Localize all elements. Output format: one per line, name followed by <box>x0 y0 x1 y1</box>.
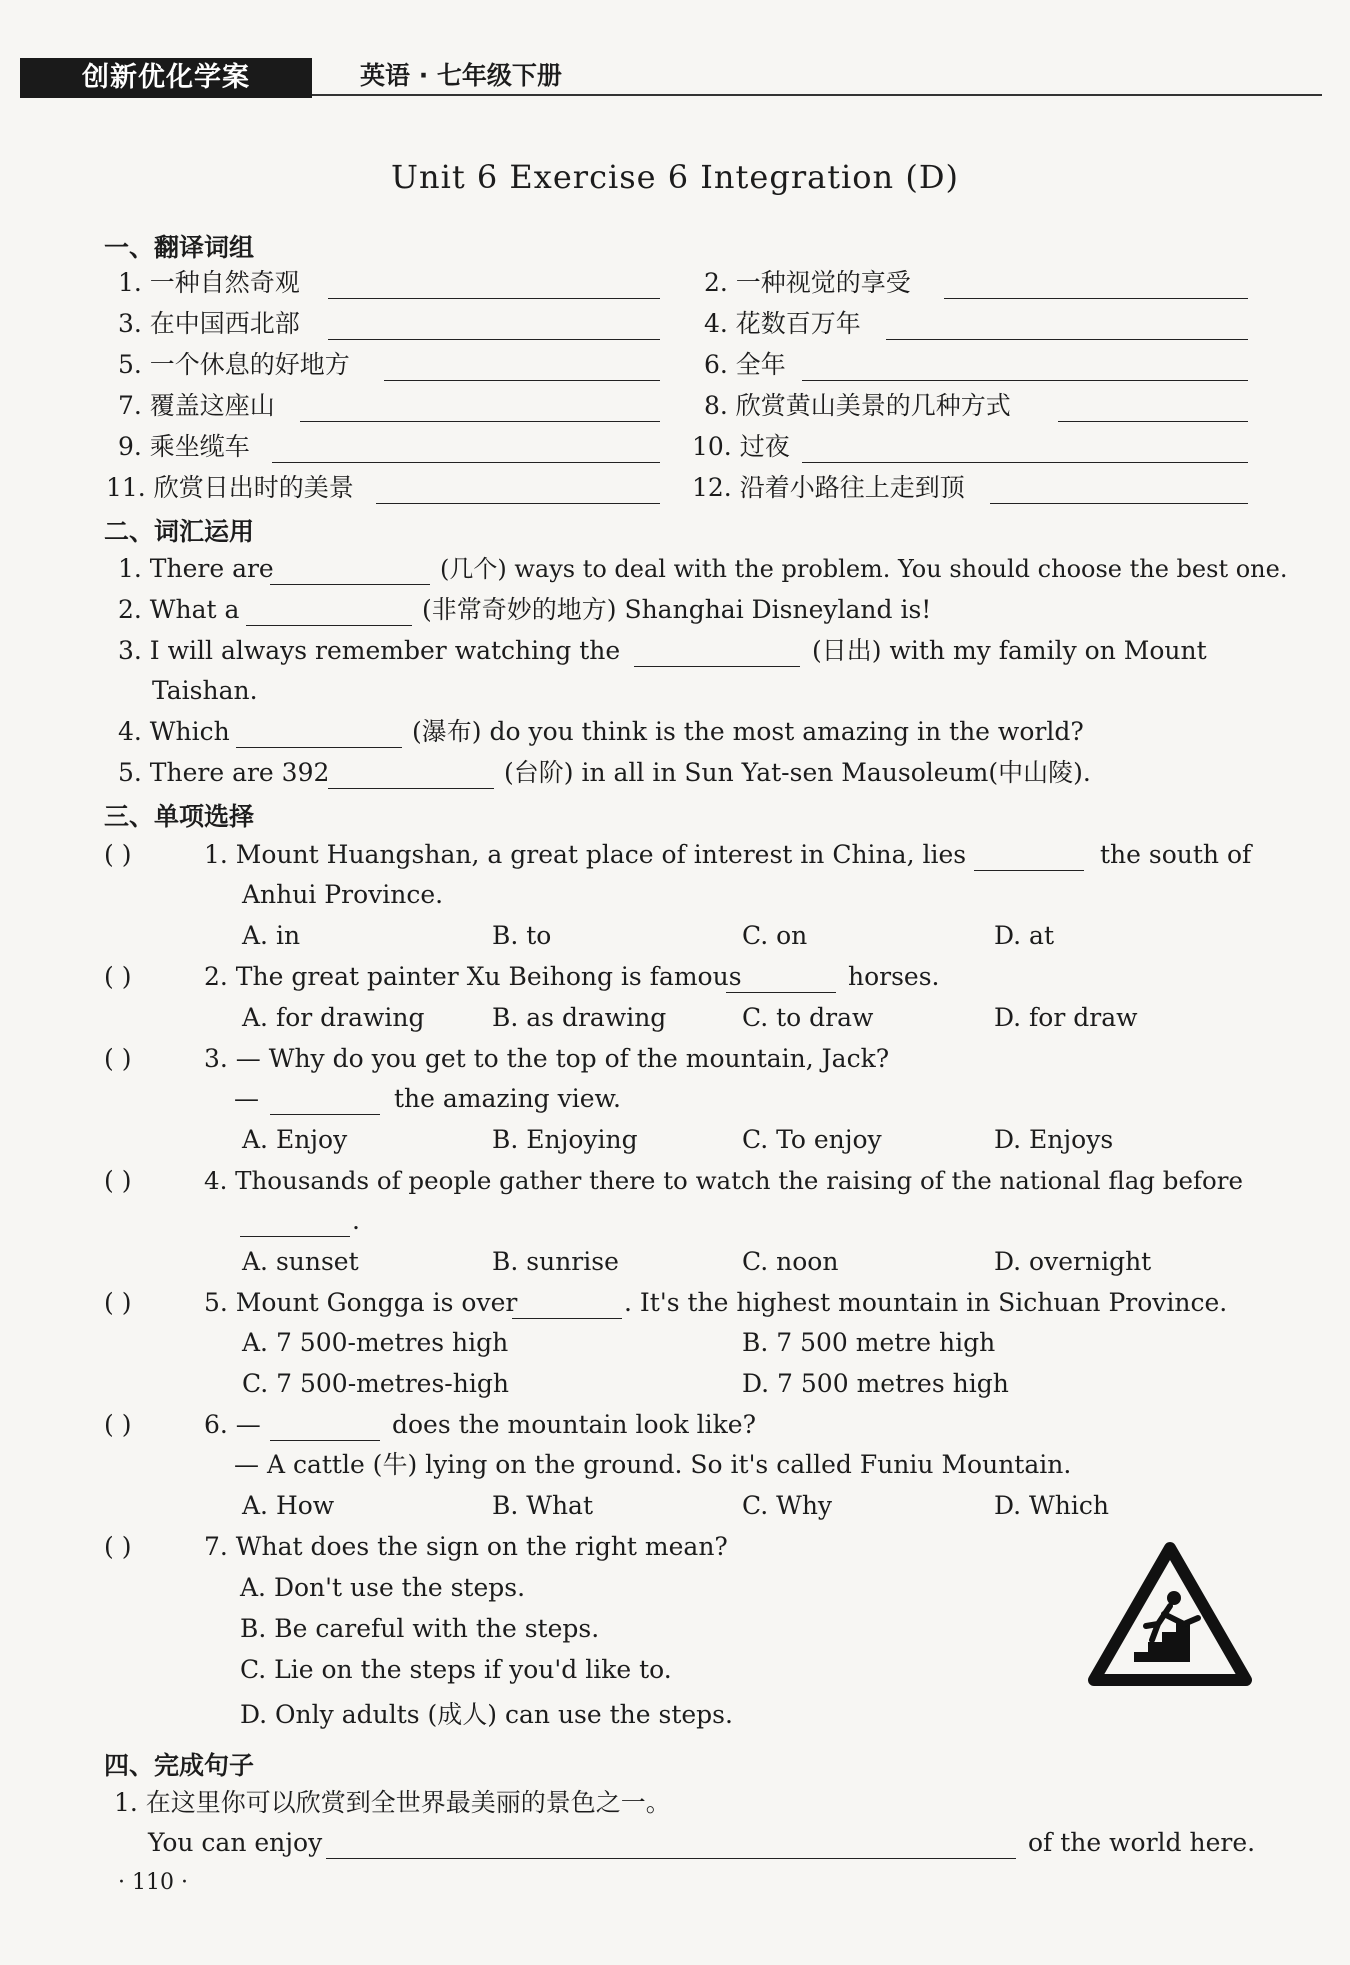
vocab-2-end: (非常奇妙的地方) Shanghai Disneyland is! <box>422 595 932 624</box>
section-1-title: 一、翻译词组 <box>104 233 255 262</box>
mc-3-option-b[interactable]: B. Enjoying <box>492 1125 638 1154</box>
mc-7-option-b[interactable]: B. Be careful with the steps. <box>240 1614 600 1643</box>
vocab-3-end: (日出) with my family on Mount <box>812 636 1207 665</box>
vocab-3-continued: Taishan. <box>152 676 258 705</box>
vocab-1-end: (几个) ways to deal with the problem. You should choose the best one. <box>440 555 1288 583</box>
mc-1-option-d[interactable]: D. at <box>994 921 1054 950</box>
mc-3-option-a[interactable]: A. Enjoy <box>242 1125 348 1154</box>
phrase-9: 9. 乘坐缆车 <box>118 432 250 461</box>
mc-blank-1[interactable] <box>974 870 1084 871</box>
section-4-title: 四、完成句子 <box>104 1751 255 1780</box>
answer-blank-2[interactable] <box>944 298 1248 299</box>
mc-5-option-b[interactable]: B. 7 500 metre high <box>742 1328 996 1357</box>
mc-blank-5[interactable] <box>512 1318 622 1319</box>
mc-3-option-c[interactable]: C. To enjoy <box>742 1125 882 1154</box>
sentence-1-start: You can enjoy <box>148 1828 323 1857</box>
mc-3-option-d[interactable]: D. Enjoys <box>994 1125 1114 1154</box>
mc-4-period: . <box>352 1206 360 1235</box>
section-3-title: 三、单项选择 <box>104 802 255 831</box>
mc-3-stem: 3. — Why do you get to the top of the mountain, Jack? <box>204 1044 890 1073</box>
phrase-10: 10. 过夜 <box>692 432 790 461</box>
mc-4-option-a[interactable]: A. sunset <box>242 1247 359 1276</box>
sentence-1-end: of the world here. <box>1028 1828 1256 1857</box>
mc-6-option-c[interactable]: C. Why <box>742 1491 833 1520</box>
brand-logo: 创新优化学案 <box>20 58 312 98</box>
answer-blank-6[interactable] <box>802 380 1248 381</box>
phrase-3: 3. 在中国西北部 <box>118 309 300 338</box>
sentence-blank-1[interactable] <box>326 1858 1016 1859</box>
mc-1-option-c[interactable]: C. on <box>742 921 808 950</box>
phrase-7: 7. 覆盖这座山 <box>118 391 275 420</box>
mc-7-option-c[interactable]: C. Lie on the steps if you'd like to. <box>240 1655 672 1684</box>
phrase-8: 8. 欣赏黄山美景的几种方式 <box>704 391 1011 420</box>
vocab-2-start: 2. What a <box>118 595 240 624</box>
answer-blank-5[interactable] <box>384 380 660 381</box>
vocab-blank-5[interactable] <box>328 788 494 789</box>
phrase-6: 6. 全年 <box>704 350 786 379</box>
slippery-steps-warning-icon <box>1086 1540 1254 1692</box>
section-2-title: 二、词汇运用 <box>104 517 255 546</box>
mc-3-dash: — <box>234 1084 259 1113</box>
mc-7-option-a[interactable]: A. Don't use the steps. <box>240 1573 526 1602</box>
answer-bracket-4[interactable]: ( ) <box>104 1166 132 1195</box>
mc-1-stem-cont: Anhui Province. <box>242 880 444 909</box>
header-divider <box>312 94 1322 96</box>
mc-4-stem: 4. Thousands of people gather there to watch the raising of the national flag before <box>204 1166 1243 1195</box>
vocab-4-start: 4. Which <box>118 717 230 746</box>
phrase-2: 2. 一种视觉的享受 <box>704 268 911 297</box>
vocab-blank-1[interactable] <box>270 584 430 585</box>
vocab-5-end: (台阶) in all in Sun Yat-sen Mausoleum(中山陵). <box>504 758 1091 787</box>
mc-7-option-d[interactable]: D. Only adults (成人) can use the steps. <box>240 1700 733 1729</box>
answer-blank-3[interactable] <box>328 339 660 340</box>
phrase-4: 4. 花数百万年 <box>704 309 861 338</box>
mc-2-option-b[interactable]: B. as drawing <box>492 1003 667 1032</box>
answer-blank-12[interactable] <box>990 503 1248 504</box>
mc-2-option-c[interactable]: C. to draw <box>742 1003 874 1032</box>
answer-bracket-6[interactable]: ( ) <box>104 1410 132 1439</box>
mc-1-option-a[interactable]: A. in <box>242 921 301 950</box>
sentence-1-chinese: 1. 在这里你可以欣赏到全世界最美丽的景色之一。 <box>114 1788 671 1817</box>
answer-blank-8[interactable] <box>1058 421 1248 422</box>
mc-2-option-d[interactable]: D. for draw <box>994 1003 1138 1032</box>
mc-4-option-b[interactable]: B. sunrise <box>492 1247 619 1276</box>
mc-3-stem-end: the amazing view. <box>394 1084 621 1113</box>
mc-5-stem: 5. Mount Gongga is over <box>204 1288 518 1317</box>
mc-5-option-d[interactable]: D. 7 500 metres high <box>742 1369 1009 1398</box>
mc-blank-2[interactable] <box>726 992 836 993</box>
mc-4-option-c[interactable]: C. noon <box>742 1247 839 1276</box>
mc-6-option-a[interactable]: A. How <box>242 1491 335 1520</box>
mc-5-option-a[interactable]: A. 7 500-metres high <box>242 1328 509 1357</box>
mc-5-option-c[interactable]: C. 7 500-metres-high <box>242 1369 509 1398</box>
phrase-1: 1. 一种自然奇观 <box>118 268 300 297</box>
vocab-5-start: 5. There are 392 <box>118 758 330 787</box>
phrase-11: 11. 欣赏日出时的美景 <box>106 473 354 502</box>
vocab-3-start: 3. I will always remember watching the <box>118 636 621 665</box>
answer-blank-1[interactable] <box>328 298 660 299</box>
phrase-12: 12. 沿着小路往上走到顶 <box>692 473 965 502</box>
mc-6-option-b[interactable]: B. What <box>492 1491 594 1520</box>
phrase-5: 5. 一个休息的好地方 <box>118 350 350 379</box>
answer-bracket-7[interactable]: ( ) <box>104 1532 132 1561</box>
subject-label: 英语 · 七年级下册 <box>360 61 562 90</box>
mc-6-stem: 6. — <box>204 1410 261 1439</box>
mc-1-option-b[interactable]: B. to <box>492 921 552 950</box>
mc-blank-6[interactable] <box>270 1440 380 1441</box>
mc-2-stem-end: horses. <box>848 962 940 991</box>
mc-6-response: — A cattle (牛) lying on the ground. So it's called Funiu Mountain. <box>234 1450 1072 1479</box>
answer-blank-7[interactable] <box>300 421 660 422</box>
answer-blank-11[interactable] <box>376 503 660 504</box>
answer-blank-4[interactable] <box>886 339 1248 340</box>
mc-6-stem-end: does the mountain look like? <box>392 1410 757 1439</box>
page-number: · 110 · <box>118 1870 188 1895</box>
mc-5-stem-end: . It's the highest mountain in Sichuan Province. <box>624 1288 1228 1317</box>
vocab-4-end: (瀑布) do you think is the most amazing in the world? <box>412 717 1084 746</box>
mc-7-stem: 7. What does the sign on the right mean? <box>204 1532 728 1561</box>
answer-bracket-1[interactable]: ( ) <box>104 840 132 869</box>
mc-1-stem-end: the south of <box>1100 840 1252 869</box>
mc-4-option-d[interactable]: D. overnight <box>994 1247 1152 1276</box>
answer-bracket-2[interactable]: ( ) <box>104 962 132 991</box>
answer-blank-9[interactable] <box>272 462 660 463</box>
page-title: Unit 6 Exercise 6 Integration (D) <box>391 158 959 196</box>
vocab-blank-2[interactable] <box>246 625 412 626</box>
mc-blank-4[interactable] <box>240 1236 350 1237</box>
mc-1-stem: 1. Mount Huangshan, a great place of interest in China, lies <box>204 840 967 869</box>
mc-6-option-d[interactable]: D. Which <box>994 1491 1109 1520</box>
mc-2-stem: 2. The great painter Xu Beihong is famous <box>204 962 742 991</box>
answer-blank-10[interactable] <box>802 462 1248 463</box>
answer-bracket-3[interactable]: ( ) <box>104 1044 132 1073</box>
vocab-blank-4[interactable] <box>236 747 402 748</box>
answer-bracket-5[interactable]: ( ) <box>104 1288 132 1317</box>
vocab-1-start: 1. There are <box>118 554 274 583</box>
mc-blank-3[interactable] <box>270 1114 380 1115</box>
vocab-blank-3[interactable] <box>634 666 800 667</box>
mc-2-option-a[interactable]: A. for drawing <box>242 1003 425 1032</box>
